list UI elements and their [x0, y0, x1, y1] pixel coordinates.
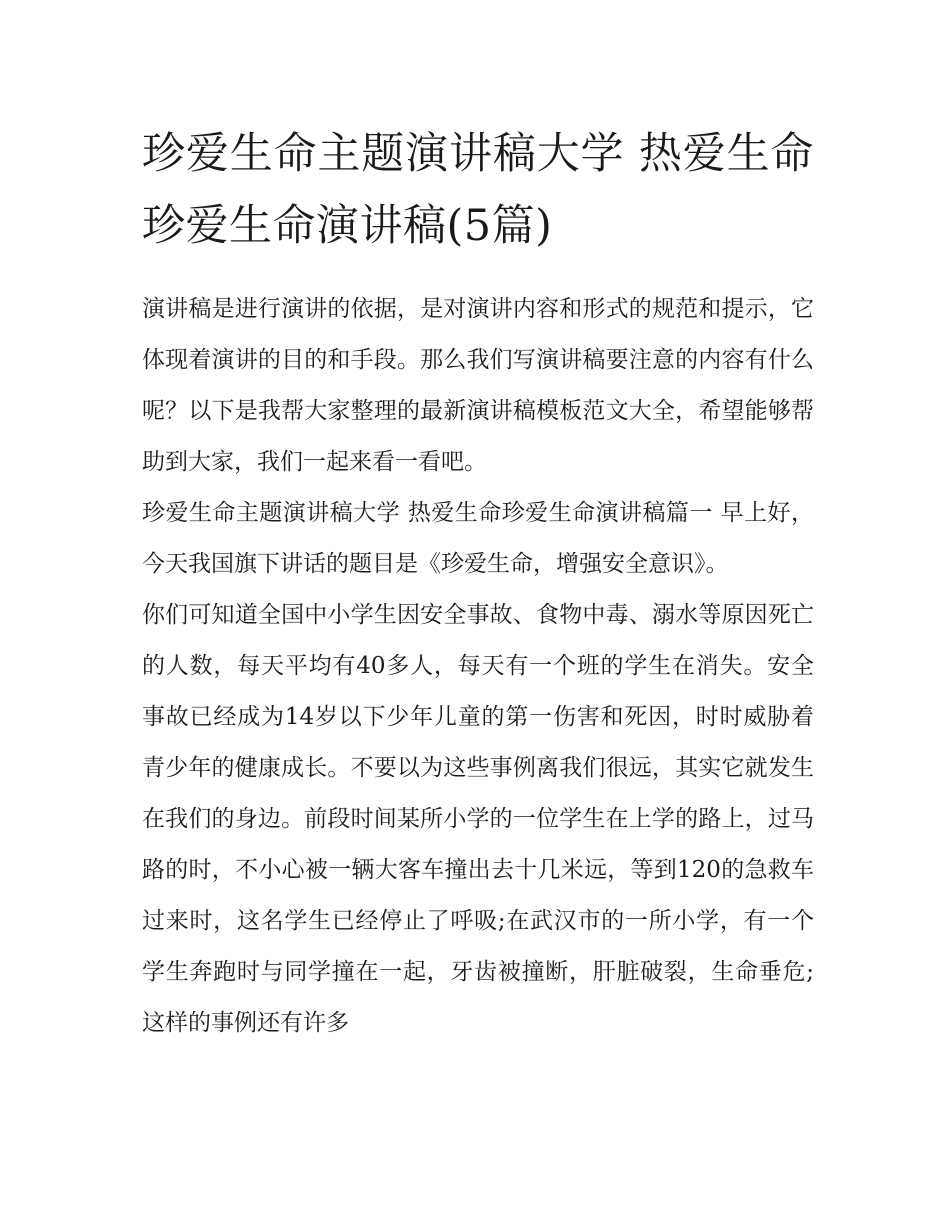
speech-body-paragraph: 你们可知道全国中小学生因安全事故、食物中毒、溺水等原因死亡的人数，每天平均有40多人，每天有一个班的学生在消失。安全事故已经成为14岁以下少年儿童的第一伤害和死因，时时威胁着青少年的健康成长。不要以为这些事例离我们很远，其实它就发生在我们的身边。前段时间某所小学的一位学生在上学的路上，过马路的时，不小心被一辆大客车撞出去十几米远，等到120的急救车过来时，这名学生已经停止了呼吸;在武汉市的一所小学，有一个学生奔跑时与同学撞在一起，牙齿被撞断，肝脏破裂，生命垂危;这样的事例还有许多	[142, 602, 814, 1036]
document-title: 珍爱生命主题演讲稿大学 热爱生命珍爱生命演讲稿(5篇)	[142, 129, 814, 251]
speech-opening-paragraph: 珍爱生命主题演讲稿大学 热爱生命珍爱生命演讲稿篇一 早上好，今天我国旗下讲话的题目是《珍爱生命，增强安全意识》。	[142, 500, 814, 577]
intro-paragraph: 演讲稿是进行演讲的依据，是对演讲内容和形式的规范和提示，它体现着演讲的目的和手段。那么我们写演讲稿要注意的内容有什么呢？以下是我帮大家整理的最新演讲稿模板范文大全，希望能够帮助到大家，我们一起来看一看吧。	[142, 296, 814, 475]
document-page	[142, 118, 814, 1049]
